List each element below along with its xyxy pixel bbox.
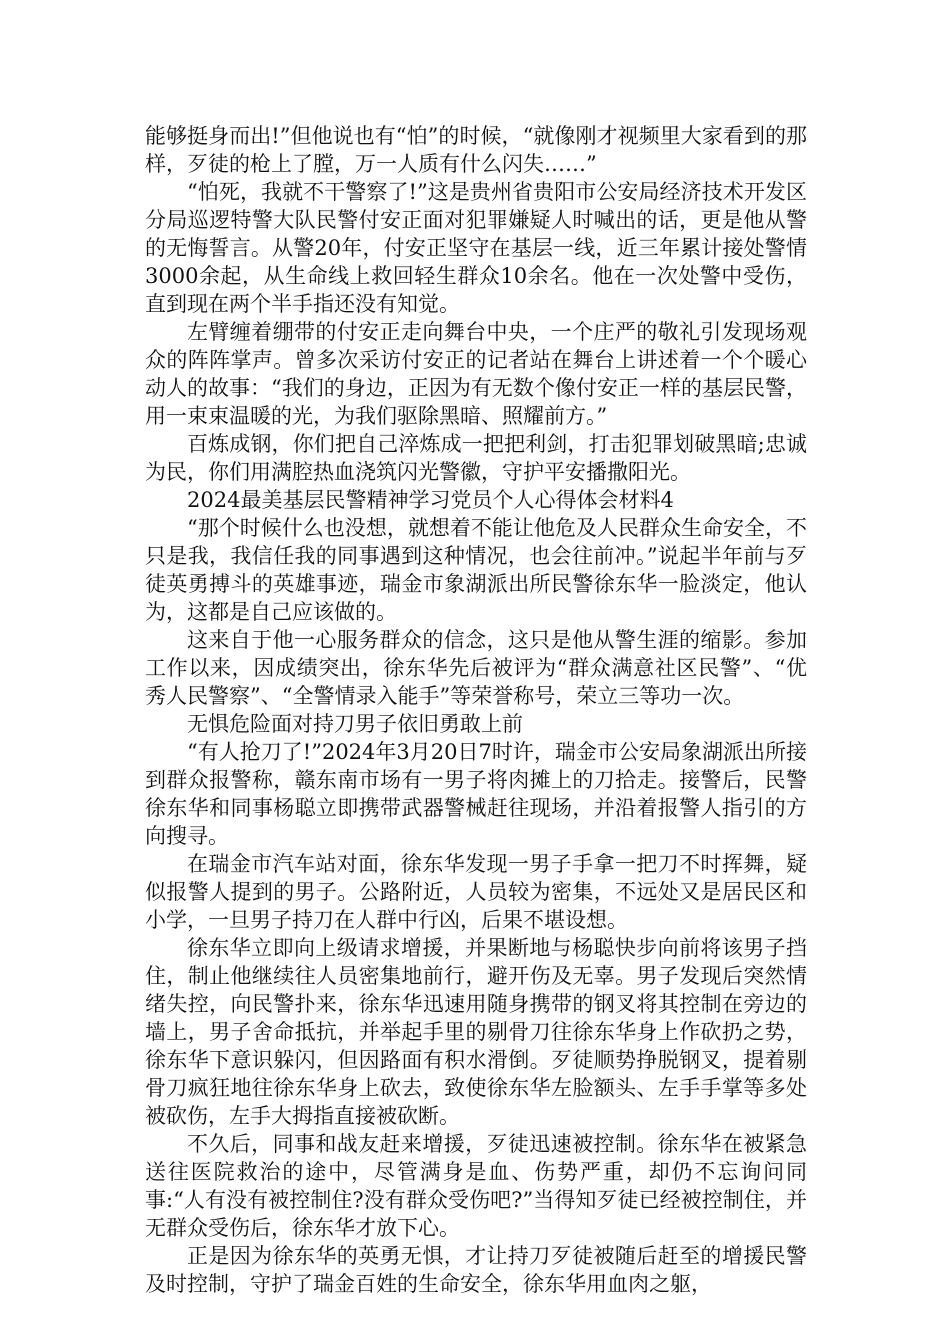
subheading: 无惧危险面对持刀男子依旧勇敢上前 xyxy=(187,712,523,736)
paragraph-continuation: 能够挺身而出!”但他说也有“怕”的时候，“就像刚才视频里大家看到的那样，歹徒的枪上了膛，万一人质有什么闪失……” xyxy=(145,124,807,176)
paragraph: “有人抢刀了!”2024年3月20日7时许，瑞金市公安局象湖派出所接到群众报警称，赣东南市场有一男子将肉摊上的刀拾走。接警后，民警徐东华和同事杨聪立即携带武器警械赶往现场，并沿着报警人指引的方向搜寻。 xyxy=(145,740,807,848)
paragraph: 在瑞金市汽车站对面，徐东华发现一男子手拿一把刀不时挥舞，疑似报警人提到的男子。公路附近，人员较为密集，不远处又是居民区和小学，一旦男子持刀在人群中行凶，后果不堪设想。 xyxy=(145,852,807,932)
paragraph: “怕死，我就不干警察了!”这是贵州省贵阳市公安局经济技术开发区分局巡逻特警大队民警付安正面对犯罪嫌疑人时喊出的话，更是他从警的无悔誓言。从警20年，付安正坚守在基层一线，近三年累计接处警情3000余起，从生命线上救回轻生群众10余名。他在一次处警中受伤，直到现在两个半手指还没有知觉。 xyxy=(145,180,807,316)
paragraph: “那个时候什么也没想，就想着不能让他危及人民群众生命安全，不只是我，我信任我的同事遇到这种情况，也会往前冲。”说起半年前与歹徒英勇搏斗的英雄事迹，瑞金市象湖派出所民警徐东华一脸淡定，他认为，这都是自己应该做的。 xyxy=(145,516,807,624)
section-title: 2024最美基层民警精神学习党员个人心得体会材料4 xyxy=(187,488,674,512)
body-text xyxy=(145,122,807,1298)
paragraph: 这来自于他一心服务群众的信念，这只是他从警生涯的缩影。参加工作以来，因成绩突出，徐东华先后被评为“群众满意社区民警”、“优秀人民警察”、“全警情录入能手”等荣誉称号，荣立三等功一次。 xyxy=(145,628,807,708)
paragraph: 百炼成钢，你们把自己淬炼成一把把利剑，打击犯罪划破黑暗;忠诚为民，你们用满腔热血浇筑闪光警徽，守护平安播撒阳光。 xyxy=(145,432,807,484)
paragraph: 徐东华立即向上级请求增援，并果断地与杨聪快步向前将该男子挡住，制止他继续往人员密集地前行，避开伤及无辜。男子发现后突然情绪失控，向民警扑来，徐东华迅速用随身携带的钢叉将其控制在旁边的墙上，男子舍命抵抗，并举起手里的剔骨刀往徐东华身上作砍扔之势，徐东华下意识躲闪，但因路面有积水滑倒。歹徒顺势挣脱钢叉，提着剔骨刀疯狂地往徐东华身上砍去，致使徐东华左脸额头、左手手掌等多处被砍伤，左手大拇指直接被砍断。 xyxy=(145,936,807,1128)
paragraph: 左臂缠着绷带的付安正走向舞台中央，一个庄严的敬礼引发现场观众的阵阵掌声。曾多次采访付安正的记者站在舞台上讲述着一个个暖心动人的故事：“我们的身边，正因为有无数个像付安正一样的基层民警，用一束束温暖的光，为我们驱除黑暗、照耀前方。” xyxy=(145,320,807,428)
paragraph: 正是因为徐东华的英勇无惧，才让持刀歹徒被随后赶至的增援民警及时控制，守护了瑞金百姓的生命安全，徐东华用血肉之躯， xyxy=(145,1244,807,1296)
paragraph: 不久后，同事和战友赶来增援，歹徒迅速被控制。徐东华在被紧急送往医院救治的途中，尽管满身是血、伤势严重，却仍不忘询问同事:“人有没有被控制住?没有群众受伤吧?”当得知歹徒已经被控制住，并无群众受伤后，徐东华才放下心。 xyxy=(145,1132,807,1240)
